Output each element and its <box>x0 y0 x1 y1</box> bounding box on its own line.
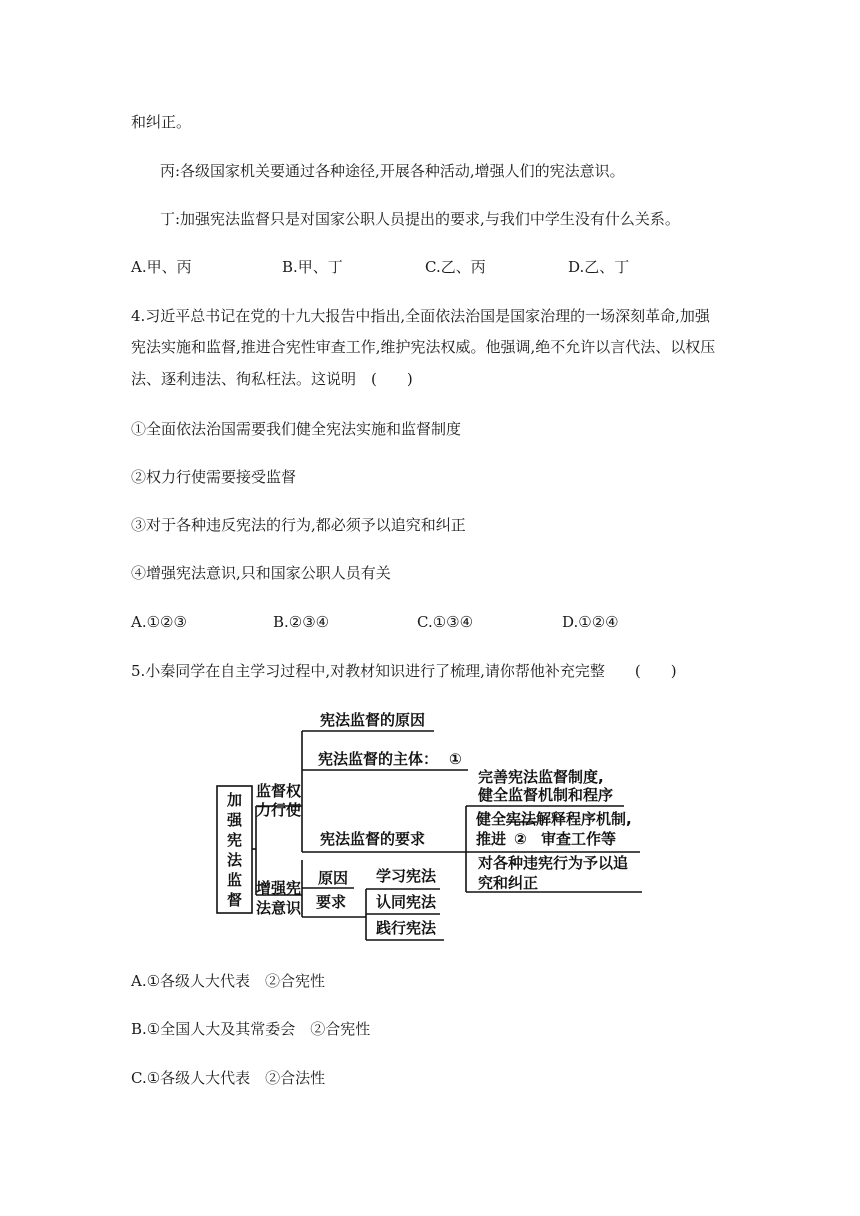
node-b2-requirement: 要求 <box>316 893 347 911</box>
q5-option-c[interactable]: C.①各级人大代表 ②合法性 <box>131 1069 326 1087</box>
q4-option-c[interactable]: C.①③④ <box>417 613 474 631</box>
root-char-4: 法 <box>227 851 243 869</box>
q3-continuation: 和纠正。 <box>131 113 192 131</box>
q4-item-1: ①全面依法治国需要我们健全宪法实施和监督制度 <box>131 420 462 438</box>
req-2-suffix: 审查工作等 <box>541 830 617 848</box>
node-subject: 宪法监督的主体： <box>318 750 439 768</box>
branch-1-label-line-1: 监督权 <box>256 782 302 800</box>
q4-item-2: ②权力行使需要接受监督 <box>131 468 297 486</box>
q3-statement-bing: 丙:各级国家机关要通过各种途径,开展各种活动,增强人们的宪法意识。 <box>160 162 625 180</box>
q3-option-a[interactable]: A.甲、丙 <box>131 258 192 276</box>
node-requirement: 宪法监督的要求 <box>320 830 426 848</box>
root-char-6: 督 <box>227 891 243 909</box>
root-char-2: 强 <box>227 811 243 829</box>
root-char-5: 监 <box>227 871 243 889</box>
root-char-3: 宪 <box>227 831 243 849</box>
req-2-prefix: 推进 <box>476 830 507 848</box>
node-practice: 践行宪法 <box>376 919 437 937</box>
q3-option-b[interactable]: B.甲、丁 <box>282 258 343 276</box>
q4-item-3: ③对于各种违反宪法的行为,都必须予以追究和纠正 <box>131 516 466 534</box>
q4-stem-line-3: 法、逐利违法、徇私枉法。这说明 ( ) <box>131 370 413 388</box>
q4-stem-line-2: 宪法实施和监督,推进合宪性审查工作,维护宪法权威。他强调,绝不允许以言代法、以权压 <box>131 338 716 356</box>
q5-stem: 5.小秦同学在自主学习过程中,对教材知识进行了梳理,请你帮他补充完整 ( ) <box>131 662 677 680</box>
req-1-line-2: 健全监督机制和程序 <box>478 786 614 804</box>
req-1-line-1: 完善宪法监督制度, <box>478 768 604 786</box>
q5-option-b[interactable]: B.①全国人大及其常委会 ②合宪性 <box>131 1020 371 1038</box>
req-3-line-2: 究和纠正 <box>478 874 539 892</box>
node-learn: 学习宪法 <box>376 867 437 885</box>
blank-2-marker: ② <box>514 830 527 848</box>
q5-option-a[interactable]: A.①各级人大代表 ②合宪性 <box>131 972 326 990</box>
q4-item-4: ④增强宪法意识,只和国家公职人员有关 <box>131 564 391 582</box>
q3-option-c[interactable]: C.乙、丙 <box>425 258 486 276</box>
q4-option-b[interactable]: B.②③④ <box>273 613 330 631</box>
branch-1-label-line-2: 力行使 <box>256 801 302 819</box>
branch-2-label-line-2: 法意识 <box>256 899 302 917</box>
branch-2-label-line-1: 增强宪 <box>256 879 302 897</box>
q4-stem-line-1: 4.习近平总书记在党的十九大报告中指出,全面依法治国是国家治理的一场深刻革命,加强 <box>131 307 710 325</box>
q4-option-a[interactable]: A.①②③ <box>131 613 187 631</box>
q4-option-d[interactable]: D.①②④ <box>562 613 619 631</box>
node-b2-reason: 原因 <box>318 869 349 887</box>
req-2-line-1: 健全宪法解释程序机制, <box>476 810 632 828</box>
req-3-line-1: 对各种违宪行为予以追 <box>478 854 629 872</box>
q3-statement-ding: 丁:加强宪法监督只是对国家公职人员提出的要求,与我们中学生没有什么关系。 <box>160 210 680 228</box>
node-accept: 认同宪法 <box>376 893 437 911</box>
blank-1-marker: ① <box>449 750 462 768</box>
q3-option-d[interactable]: D.乙、丁 <box>568 258 630 276</box>
root-char-1: 加 <box>227 791 243 809</box>
node-reason: 宪法监督的原因 <box>320 711 426 729</box>
